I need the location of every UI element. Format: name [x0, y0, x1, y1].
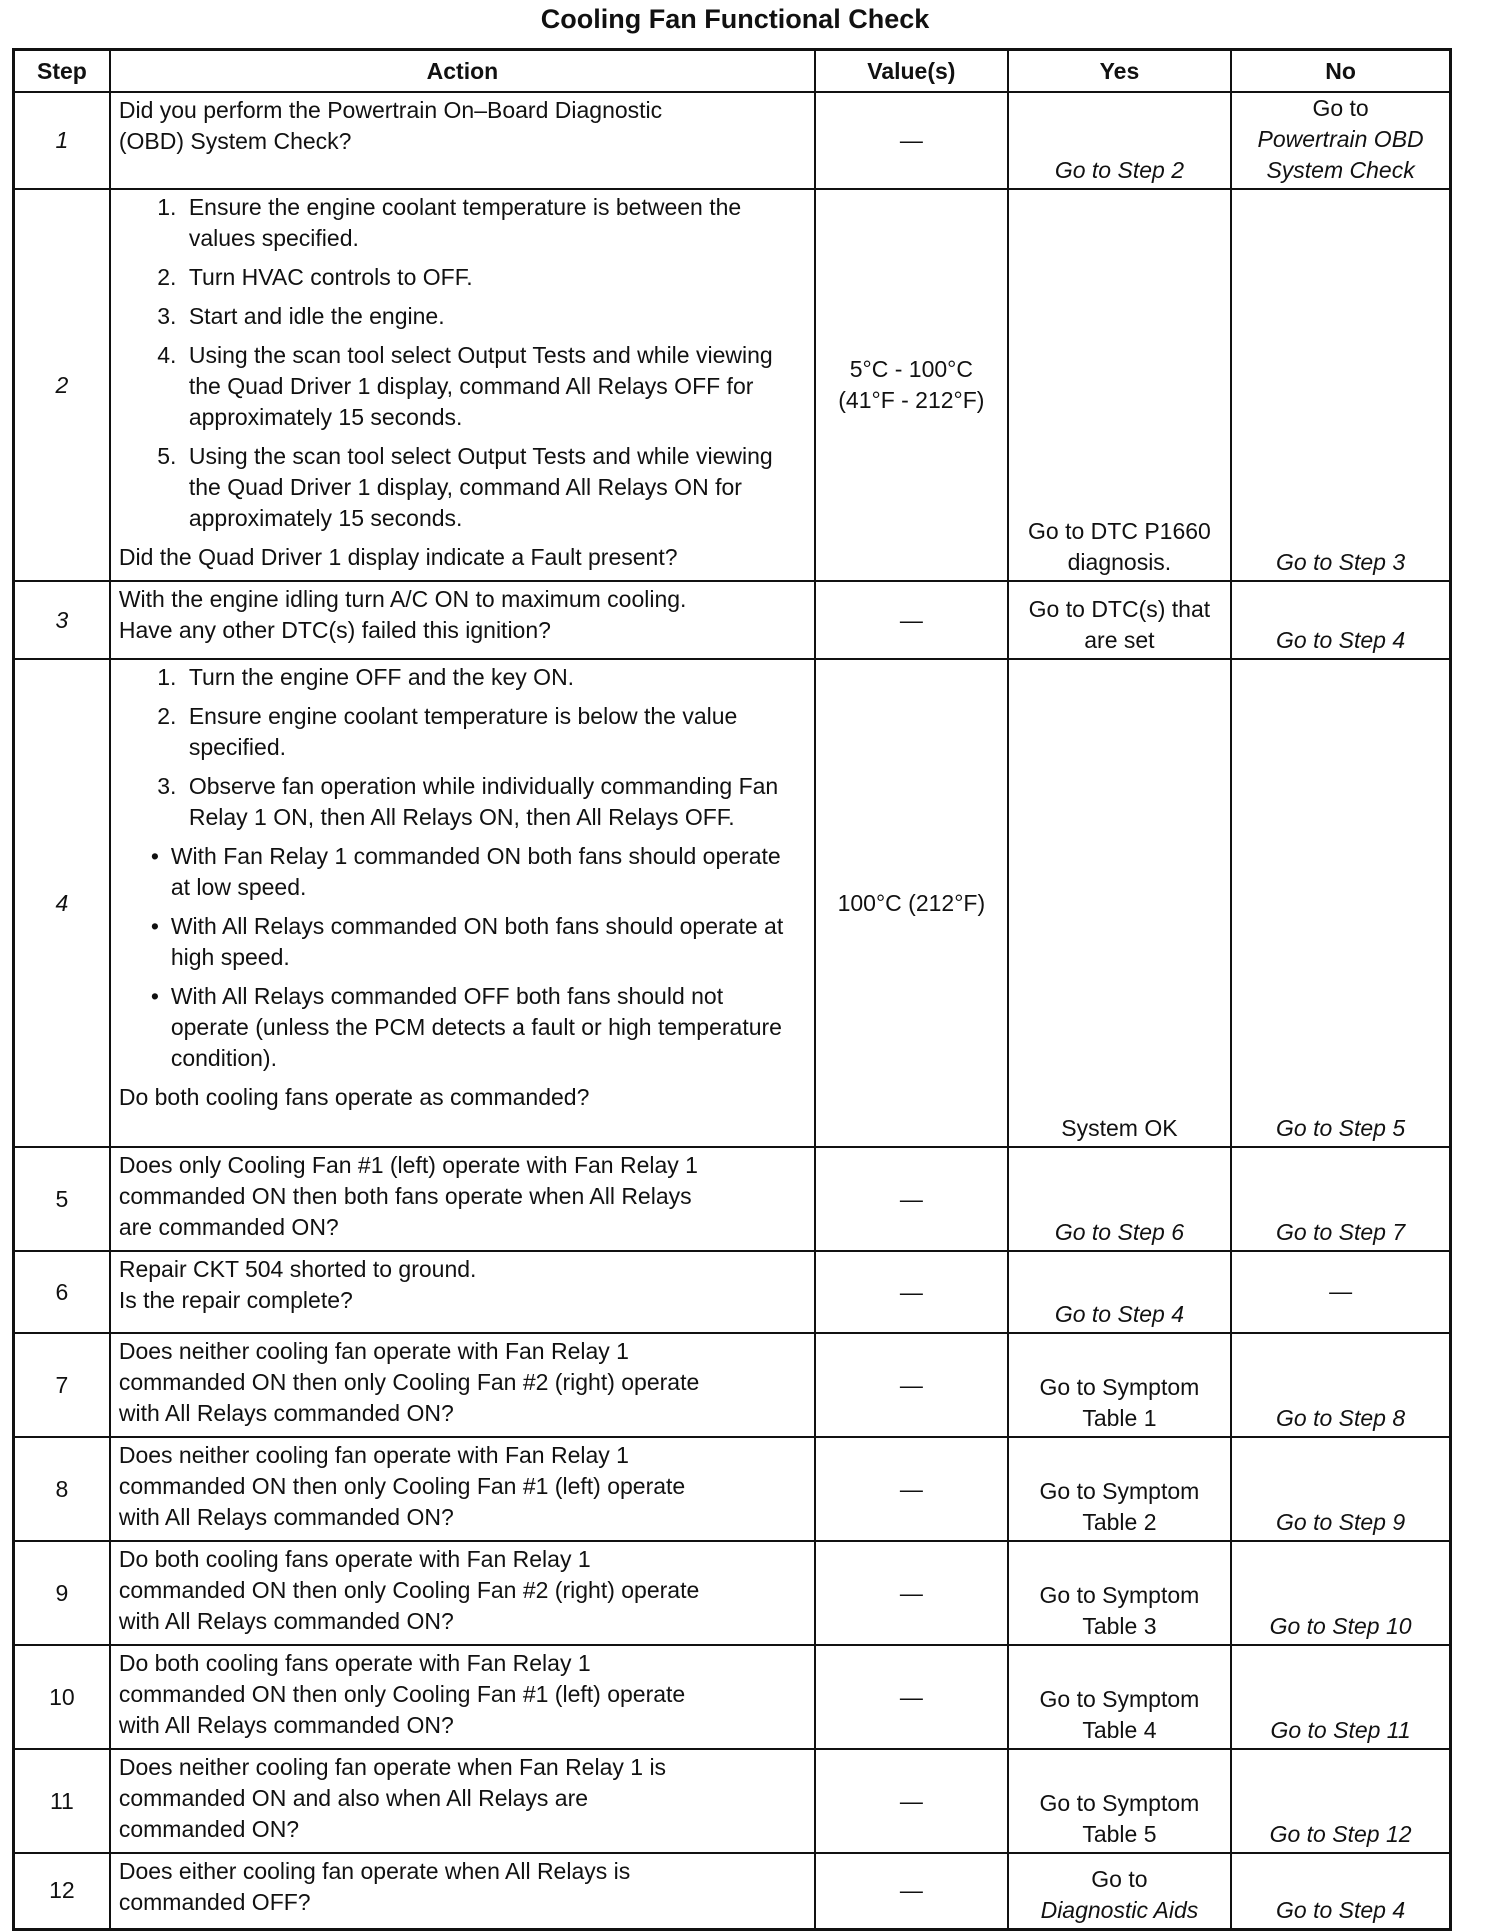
- no-cell: [1231, 581, 1450, 659]
- no-link[interactable]: Go to Step 9: [1276, 1509, 1406, 1535]
- numbered-list: [119, 662, 806, 833]
- value-cell: —: [815, 1645, 1008, 1749]
- action-line: commanded OFF?: [118, 1889, 311, 1915]
- yes-link[interactable]: Go to Step 2: [1054, 157, 1184, 183]
- table-row-step-1: [14, 92, 1451, 189]
- yes-cell: [1008, 189, 1231, 581]
- no-link[interactable]: System Check: [1266, 157, 1415, 183]
- action-line: with All Relays commanded ON?: [118, 1712, 454, 1738]
- yes-link[interactable]: Diagnostic Aids: [1040, 1896, 1199, 1923]
- yes-cell: [1008, 1147, 1231, 1251]
- question-text: Did the Quad Driver 1 display indicate a Fault present?: [118, 544, 678, 570]
- step-number: 5: [14, 1147, 110, 1251]
- yes-link[interactable]: Table 5: [1082, 1821, 1157, 1847]
- no-cell: [1231, 659, 1450, 1147]
- header-values: Value(s): [815, 50, 1008, 93]
- no-link-prefix: Go to: [1312, 95, 1369, 121]
- header-row: [14, 50, 1451, 93]
- yes-link[interactable]: Go to Symptom: [1039, 1790, 1200, 1816]
- table-row-step-4: [14, 659, 1451, 1147]
- action-line: commanded ON and also when All Relays are: [118, 1785, 589, 1811]
- yes-cell: [1008, 581, 1231, 659]
- step-number: 6: [14, 1251, 110, 1333]
- action-line: commanded ON then both fans operate when All Relays: [118, 1183, 692, 1209]
- step-number: 8: [14, 1437, 110, 1541]
- yes-link[interactable]: Go to Symptom: [1039, 1374, 1200, 1400]
- value-line: 5°C - 100°C: [849, 356, 973, 382]
- header-action: Action: [110, 50, 815, 93]
- value-cell: —: [815, 1437, 1008, 1541]
- yes-link[interactable]: diagnosis.: [1067, 549, 1172, 575]
- no-link[interactable]: Go to Step 4: [1276, 1896, 1406, 1923]
- no-cell: [1231, 189, 1450, 581]
- list-item: 2. Ensure engine coolant temperature is below the value specified.: [183, 701, 806, 763]
- step-number: 10: [14, 1645, 110, 1749]
- value-cell: —: [815, 1251, 1008, 1333]
- yes-link-prefix: Go to: [1091, 1865, 1148, 1892]
- no-link[interactable]: Go to Step 7: [1276, 1219, 1406, 1245]
- action-cell: [110, 581, 815, 659]
- yes-link[interactable]: Go to Symptom: [1039, 1582, 1200, 1608]
- step-number: 3: [14, 581, 110, 659]
- value-cell: —: [815, 1333, 1008, 1437]
- action-line: Did you perform the Powertrain On–Board Diagnostic: [118, 97, 663, 123]
- question-text: Do both cooling fans operate as commanded?: [118, 1084, 590, 1110]
- yes-cell: [1008, 1645, 1231, 1749]
- table-row-step-11: [14, 1749, 1451, 1853]
- yes-link[interactable]: Go to Step 6: [1054, 1219, 1184, 1245]
- action-cell: [110, 1333, 815, 1437]
- yes-cell: [1008, 1749, 1231, 1853]
- action-line: Is the repair complete?: [118, 1287, 353, 1313]
- no-link[interactable]: Go to Step 12: [1269, 1821, 1412, 1847]
- action-cell: [110, 659, 815, 1147]
- value-cell: 100°C (212°F): [815, 659, 1008, 1147]
- step-number: 9: [14, 1541, 110, 1645]
- yes-link[interactable]: Go to Step 4: [1054, 1301, 1184, 1327]
- action-cell: [110, 1853, 815, 1929]
- yes-link[interactable]: Go to Symptom: [1039, 1478, 1200, 1504]
- list-item-text: Observe fan operation while individually commanding Fan Relay 1 ON, then All Relays ON, then All Relays OFF.: [188, 773, 779, 830]
- no-cell: [1231, 1853, 1450, 1929]
- action-cell: [110, 1541, 815, 1645]
- yes-cell: [1008, 1251, 1231, 1333]
- value-cell: —: [815, 1853, 1008, 1929]
- action-line: Does only Cooling Fan #1 (left) operate with Fan Relay 1: [118, 1152, 698, 1178]
- list-item: 4. Using the scan tool select Output Tests and while viewing the Quad Driver 1 display, command All Relays OFF for approximately 15 seconds.: [183, 340, 806, 433]
- yes-link[interactable]: Go to DTC(s) that: [1028, 596, 1211, 622]
- no-value: —: [1329, 1277, 1353, 1304]
- value-cell: —: [815, 1541, 1008, 1645]
- yes-link[interactable]: Table 4: [1082, 1717, 1157, 1743]
- step-number: 12: [14, 1853, 110, 1929]
- no-cell: [1231, 1645, 1450, 1749]
- bullet-item: • With All Relays commanded OFF both fans should not operate (unless the PCM detects a fault or high temperature condition).: [157, 981, 806, 1074]
- action-cell: [110, 1437, 815, 1541]
- action-line: commanded ON then only Cooling Fan #2 (right) operate: [118, 1577, 700, 1603]
- value-cell: —: [815, 1749, 1008, 1853]
- value-cell: —: [815, 92, 1008, 189]
- action-cell: [110, 1251, 815, 1333]
- table-row-step-5: [14, 1147, 1451, 1251]
- table-row-step-10: [14, 1645, 1451, 1749]
- no-link[interactable]: Go to Step 5: [1276, 1115, 1406, 1141]
- yes-cell: [1008, 659, 1231, 1147]
- step-number: 4: [14, 659, 110, 1147]
- list-item: [183, 771, 806, 833]
- action-line: with All Relays commanded ON?: [118, 1608, 454, 1634]
- diagnostic-table: [12, 48, 1452, 1931]
- table-row-step-7: [14, 1333, 1451, 1437]
- value-line: (41°F - 212°F): [838, 387, 985, 413]
- action-line: with All Relays commanded ON?: [118, 1504, 454, 1530]
- action-line: commanded ON then only Cooling Fan #1 (left) operate: [118, 1681, 686, 1707]
- list-item: 1. Ensure the engine coolant temperature is between the values specified.: [183, 192, 806, 254]
- header-step: Step: [14, 50, 110, 93]
- no-cell: [1231, 1749, 1450, 1853]
- list-item: 3. Start and idle the engine.: [183, 301, 806, 332]
- no-cell: [1231, 92, 1450, 189]
- yes-link[interactable]: Go to DTC P1660: [1028, 518, 1211, 544]
- no-cell: [1231, 1251, 1450, 1333]
- action-line: Does neither cooling fan operate when Fan Relay 1 is: [118, 1754, 667, 1780]
- value-cell: [815, 189, 1008, 581]
- action-line: Have any other DTC(s) failed this ignition?: [118, 617, 551, 643]
- no-cell: [1231, 1437, 1450, 1541]
- yes-cell: [1008, 1541, 1231, 1645]
- action-cell: [110, 1147, 815, 1251]
- step-number: 7: [14, 1333, 110, 1437]
- yes-link[interactable]: Go to Symptom: [1039, 1686, 1200, 1712]
- no-cell: [1231, 1333, 1450, 1437]
- table-row-step-9: [14, 1541, 1451, 1645]
- action-line: With the engine idling turn A/C ON to maximum cooling.: [118, 586, 687, 612]
- action-cell: [110, 92, 815, 189]
- action-line: Repair CKT 504 shorted to ground.: [118, 1256, 477, 1282]
- bullet-item: • With All Relays commanded ON both fans should operate at high speed.: [157, 911, 806, 973]
- action-cell: [110, 189, 815, 581]
- list-item: 1. Turn the engine OFF and the key ON.: [183, 662, 806, 693]
- yes-cell: [1008, 92, 1231, 189]
- action-cell: [110, 1645, 815, 1749]
- no-link[interactable]: Go to Step 8: [1276, 1405, 1406, 1431]
- action-line: commanded ON then only Cooling Fan #2 (right) operate: [118, 1369, 700, 1395]
- table-row-step-8: [14, 1437, 1451, 1541]
- yes-cell: [1008, 1333, 1231, 1437]
- yes-cell: [1008, 1437, 1231, 1541]
- header-yes: Yes: [1008, 50, 1231, 93]
- no-cell: [1231, 1541, 1450, 1645]
- step-number: 2: [14, 189, 110, 581]
- no-link[interactable]: Go to Step 3: [1276, 549, 1406, 575]
- page-title: Cooling Fan Functional Check: [540, 4, 930, 34]
- table-row-step-6: [14, 1251, 1451, 1333]
- action-cell: [110, 1749, 815, 1853]
- action-line: commanded ON?: [118, 1816, 300, 1842]
- action-line: commanded ON then only Cooling Fan #1 (left) operate: [118, 1473, 686, 1499]
- step-number: 1: [14, 92, 110, 189]
- bullet-list: [119, 841, 806, 1074]
- yes-cell: [1008, 1853, 1231, 1929]
- no-cell: [1231, 1147, 1450, 1251]
- table-row-step-12: [14, 1853, 1451, 1929]
- numbered-list: [119, 192, 806, 534]
- value-cell: —: [815, 1147, 1008, 1251]
- action-line: Does either cooling fan operate when All Relays is: [118, 1858, 631, 1884]
- action-line: (OBD) System Check?: [118, 128, 352, 154]
- list-item: 5. Using the scan tool select Output Tests and while viewing the Quad Driver 1 display, command All Relays ON for approximately 15 seconds.: [183, 441, 806, 534]
- value-cell: —: [815, 581, 1008, 659]
- list-item: 2. Turn HVAC controls to OFF.: [183, 262, 806, 293]
- table-row-step-2: [14, 189, 1451, 581]
- step-number: 11: [14, 1749, 110, 1853]
- action-line: Does neither cooling fan operate with Fan Relay 1: [118, 1338, 629, 1364]
- table-row-step-3: [14, 581, 1451, 659]
- header-no: No: [1231, 50, 1450, 93]
- bullet-item: • With Fan Relay 1 commanded ON both fans should operate at low speed.: [157, 841, 806, 903]
- action-line: Do both cooling fans operate with Fan Relay 1: [118, 1650, 591, 1676]
- yes-link[interactable]: are set: [1084, 627, 1155, 653]
- no-link[interactable]: Go to Step 11: [1270, 1717, 1411, 1743]
- yes-link[interactable]: Table 2: [1082, 1509, 1157, 1535]
- yes-link[interactable]: Table 3: [1082, 1613, 1157, 1639]
- action-line: are commanded ON?: [118, 1214, 339, 1240]
- action-line: with All Relays commanded ON?: [118, 1400, 454, 1426]
- action-line: Does neither cooling fan operate with Fan Relay 1: [118, 1442, 629, 1468]
- yes-result: System OK: [1061, 1115, 1178, 1141]
- no-link[interactable]: Go to Step 4: [1276, 627, 1406, 653]
- action-line: Do both cooling fans operate with Fan Relay 1: [118, 1546, 591, 1572]
- yes-link[interactable]: Table 1: [1082, 1405, 1157, 1431]
- no-link[interactable]: Go to Step 10: [1269, 1613, 1412, 1639]
- no-link[interactable]: Powertrain OBD: [1257, 126, 1424, 152]
